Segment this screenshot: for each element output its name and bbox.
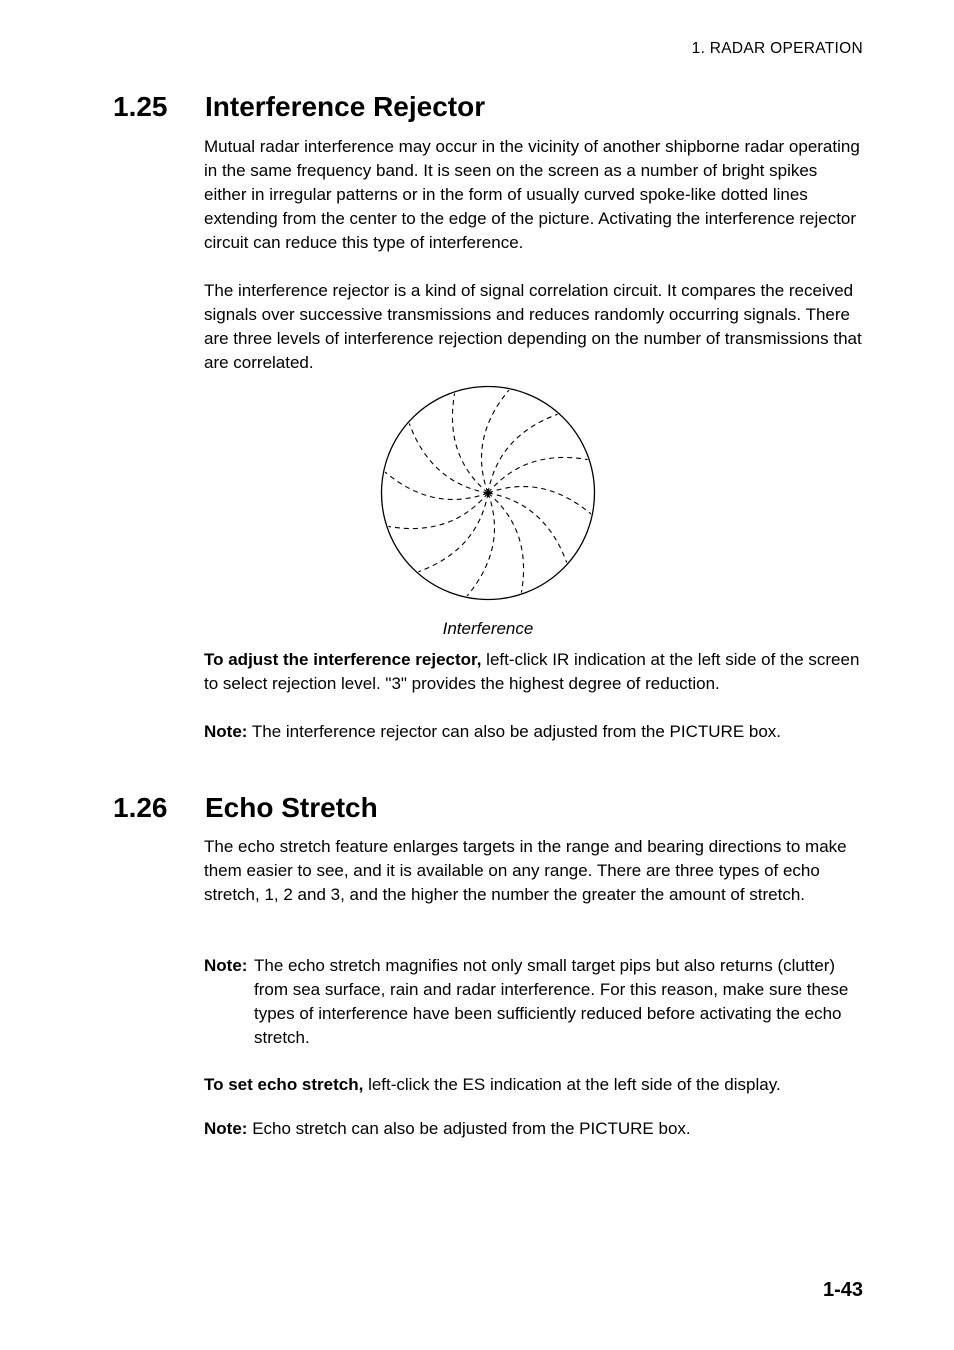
page-number: 1-43 (822, 1279, 863, 1301)
section-heading-1-26 (113, 794, 378, 822)
paragraph-rejector-description: The interference rejector is a kind of signal correlation circuit. It compares the received signals over successive transmissions and reduces randomly occurring signals. There are three levels of interference rejection depending on the number of transmissions that are correlated. (204, 281, 862, 372)
note-label: Note: (204, 1119, 248, 1138)
interference-diagram (378, 384, 598, 604)
interference-spoke (488, 493, 567, 563)
interference-figure (378, 384, 598, 609)
note-text: Echo stretch can also be adjusted from the PICTURE box. (252, 1119, 691, 1138)
note-text: The interference rejector can also be adjusted from the PICTURE box. (251, 722, 782, 741)
paragraph-adjust-rejector (204, 648, 864, 696)
instruction-text: left-click the ES indication at the left side of the display. (363, 1075, 781, 1094)
interference-spoke (409, 424, 488, 494)
running-header: 1. RADAR OPERATION (691, 40, 863, 57)
interference-spoke (488, 487, 591, 514)
instruction-lead: To set echo stretch, (204, 1075, 364, 1094)
instruction-text: left-click IR indication at the left side of the screen to select rejection level. "3" provides the highest degree of reduction. (204, 650, 860, 693)
note-echo-stretch-clutter (204, 954, 864, 1050)
section-heading-1-25 (113, 93, 485, 121)
interference-spoke (388, 493, 488, 529)
section-title: Echo Stretch (205, 792, 378, 823)
instruction-lead: To adjust the interference rejector, (204, 650, 482, 669)
figure-caption: Interference (442, 619, 534, 638)
interference-spoke (419, 493, 489, 572)
note-echo-stretch-picture (204, 1117, 864, 1141)
interference-spoke (385, 472, 488, 499)
interference-spoke (488, 414, 558, 493)
section-title: Interference Rejector (205, 91, 486, 122)
interference-spoke (488, 493, 524, 593)
note-label: Note: (204, 722, 248, 741)
note-label: Note: (204, 956, 248, 975)
interference-spoke (452, 393, 488, 493)
interference-spoke (488, 457, 588, 493)
section-number: 1.25 (113, 91, 168, 122)
interference-spoke (482, 390, 509, 493)
paragraph-interference-intro: Mutual radar interference may occur in the vicinity of another shipborne radar operating in the same frequency band. It is seen on the screen as a number of bright spikes either in irregular patterns or in the form of usually curved spoke-like dotted lines extending from the center to the edge of the picture. Activating the interference rejector circuit can reduce this type of interference. (204, 137, 860, 252)
interference-spoke (467, 493, 494, 596)
paragraph-echo-stretch-intro: The echo stretch feature enlarges targets in the range and bearing directions to make them easier to see, and it is available on any range. There are three types of echo stretch, 1, 2 and 3, and the higher the number the greater the amount of stretch. (204, 837, 847, 904)
paragraph-set-echo-stretch (204, 1073, 864, 1097)
note-rejector (204, 720, 864, 744)
note-text: The echo stretch magnifies not only small target pips but also returns (clutter) from sea surface, rain and radar interference. For this reason, make sure these types of interference have been sufficiently reduced before activating the echo stretch. (254, 956, 849, 1047)
section-number: 1.26 (113, 792, 168, 823)
